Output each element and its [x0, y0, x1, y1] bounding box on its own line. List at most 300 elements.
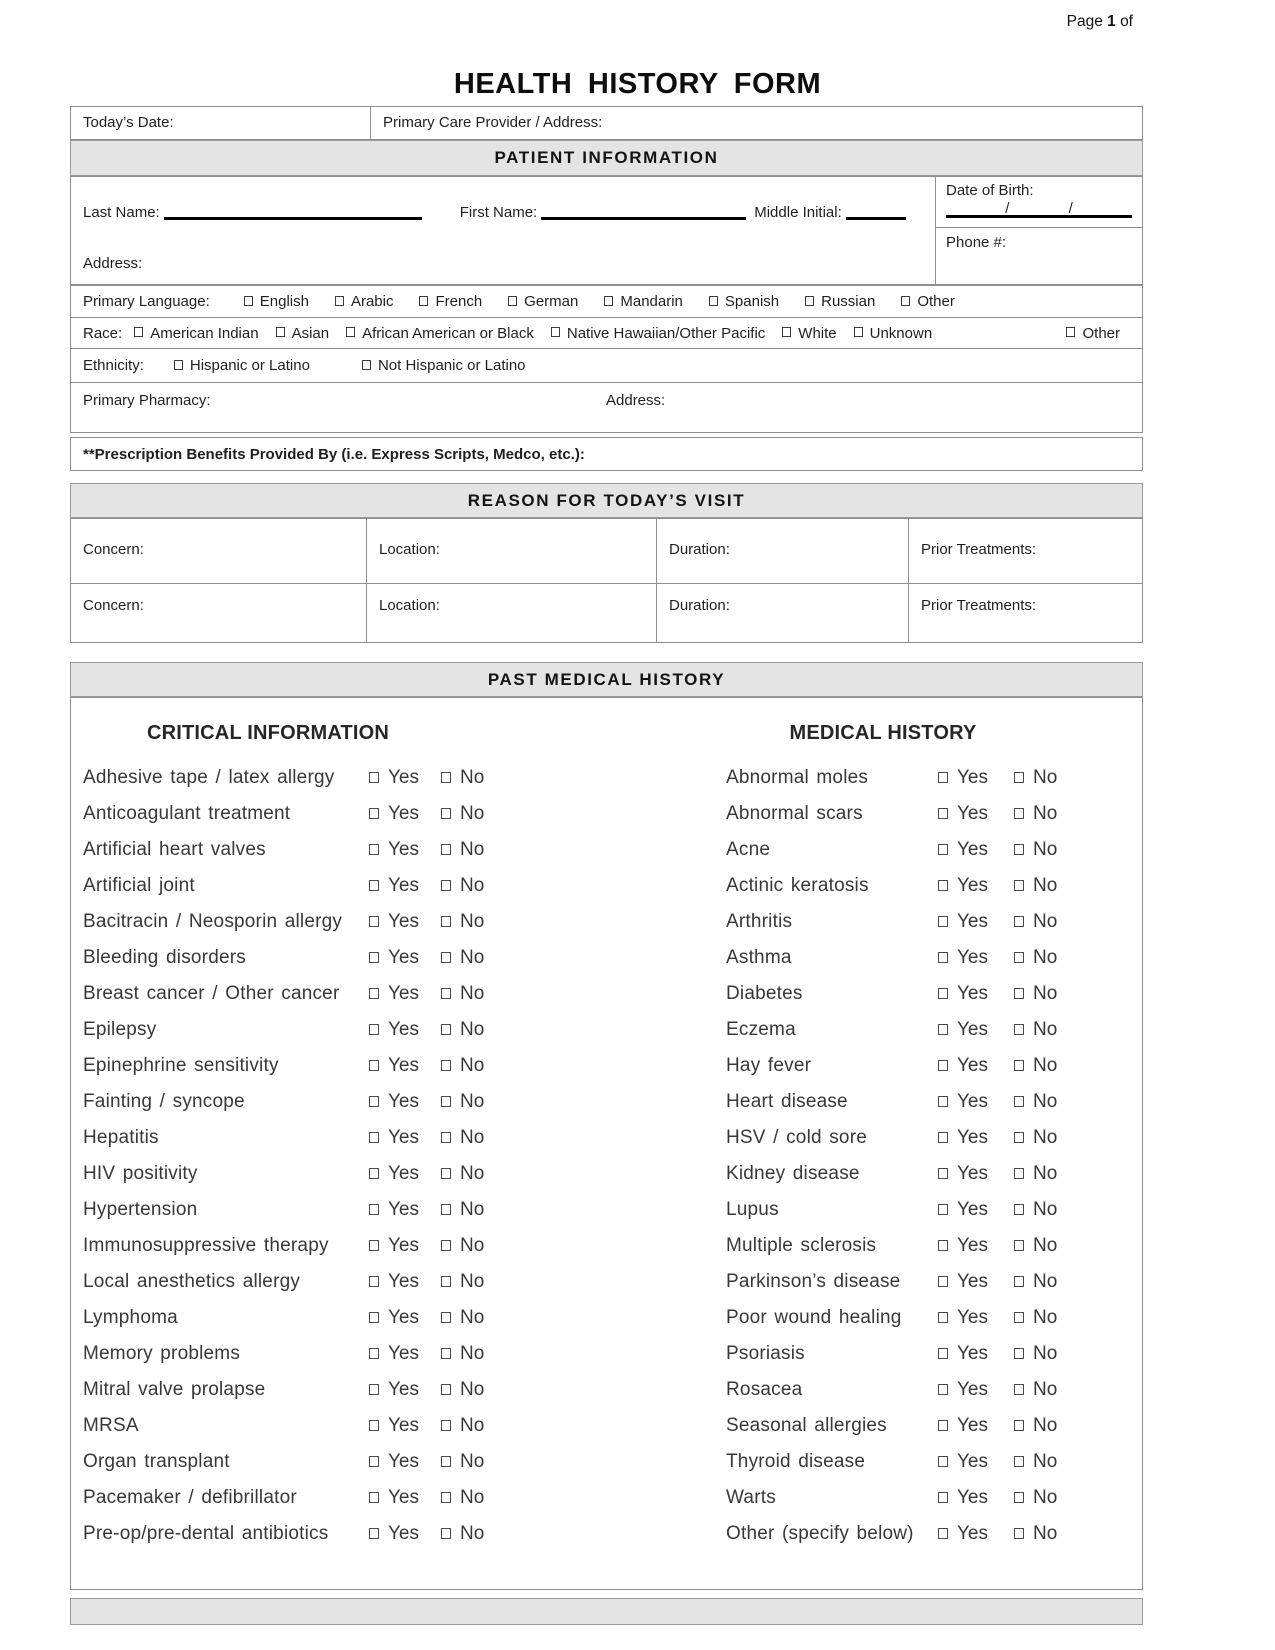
condition-label: Rosacea	[726, 1379, 803, 1400]
checkbox-option-yes[interactable]	[369, 1487, 441, 1509]
condition-label: Seasonal allergies	[726, 1415, 887, 1436]
option-label: No	[1033, 1271, 1058, 1292]
option-label: No	[1033, 803, 1058, 824]
option-label: No	[460, 983, 485, 1004]
option-label: No	[460, 1379, 485, 1400]
medical-history-list	[726, 760, 1138, 1552]
checkbox-icon[interactable]	[938, 1168, 948, 1179]
checkbox-option-yes[interactable]	[938, 911, 1014, 933]
checkbox-icon[interactable]	[441, 1492, 451, 1503]
checkbox-icon[interactable]	[1014, 1456, 1024, 1467]
dob-input[interactable]	[946, 200, 1132, 218]
checkbox-option-not-hispanic-or-latino[interactable]	[362, 357, 526, 374]
checkbox-option-no[interactable]	[1014, 1487, 1138, 1509]
checkbox-icon[interactable]	[441, 988, 451, 999]
todays-date-field[interactable]	[71, 107, 371, 139]
visit-cell-concern[interactable]	[71, 584, 367, 642]
visit-cell-concern[interactable]	[71, 519, 367, 583]
checkbox-option-yes[interactable]	[938, 1091, 1014, 1113]
checkbox-icon[interactable]	[938, 1240, 948, 1251]
checkbox-icon[interactable]	[508, 296, 517, 306]
checkbox-option-yes[interactable]	[369, 1307, 441, 1329]
checkbox-icon[interactable]	[369, 916, 379, 927]
checkbox-icon[interactable]	[551, 327, 560, 337]
checkbox-icon[interactable]	[369, 808, 379, 819]
checkbox-option-arabic[interactable]	[335, 293, 394, 310]
checkbox-icon[interactable]	[441, 1168, 451, 1179]
checkbox-icon[interactable]	[1014, 988, 1024, 999]
checkbox-option-yes[interactable]	[369, 1127, 441, 1149]
history-item-row	[83, 940, 528, 976]
visit-cell-duration[interactable]	[657, 584, 909, 642]
option-label: No	[460, 1271, 485, 1292]
checkbox-option-other[interactable]	[1066, 325, 1120, 342]
checkbox-icon[interactable]	[1014, 1240, 1024, 1251]
checkbox-option-no[interactable]	[1014, 947, 1138, 969]
checkbox-option-yes[interactable]	[369, 1163, 441, 1185]
reason-for-visit-header: REASON FOR TODAY’S VISIT	[70, 483, 1143, 518]
dob-field[interactable]	[936, 177, 1142, 227]
checkbox-option-no[interactable]	[1014, 911, 1138, 933]
checkbox-option-yes[interactable]	[369, 1523, 441, 1545]
history-item-row	[726, 1516, 1138, 1552]
checkbox-icon[interactable]	[1014, 808, 1024, 819]
history-item-row	[726, 976, 1138, 1012]
checkbox-icon[interactable]	[369, 1132, 379, 1143]
checkbox-icon[interactable]	[1014, 916, 1024, 927]
option-label: Yes	[957, 875, 988, 896]
checkbox-option-no[interactable]	[441, 839, 528, 861]
checkbox-option-yes[interactable]	[369, 1271, 441, 1293]
visit-cell-duration[interactable]	[657, 519, 909, 583]
checkbox-icon[interactable]	[346, 327, 355, 337]
checkbox-option-no[interactable]	[441, 1163, 528, 1185]
checkbox-icon[interactable]	[1014, 1060, 1024, 1071]
checkbox-icon[interactable]	[938, 1276, 948, 1287]
checkbox-option-no[interactable]	[1014, 1415, 1138, 1437]
checkbox-option-no[interactable]	[1014, 1055, 1138, 1077]
checkbox-icon[interactable]	[938, 844, 948, 855]
option-label: No	[1033, 1487, 1058, 1508]
first-name-input[interactable]	[541, 206, 746, 220]
checkbox-option-no[interactable]	[1014, 875, 1138, 897]
checkbox-icon[interactable]	[362, 360, 371, 370]
visit-cell-location[interactable]	[367, 584, 657, 642]
option-label: No	[460, 1415, 485, 1436]
checkbox-option-yes[interactable]	[369, 1415, 441, 1437]
checkbox-icon[interactable]	[938, 1492, 948, 1503]
checkbox-option-no[interactable]	[441, 1055, 528, 1077]
checkbox-option-no[interactable]	[441, 1271, 528, 1293]
checkbox-icon[interactable]	[1066, 327, 1075, 337]
primary-pharmacy-field[interactable]: Primary Pharmacy:	[83, 392, 211, 409]
checkbox-option-no[interactable]	[441, 1307, 528, 1329]
checkbox-option-american-indian[interactable]	[134, 325, 258, 342]
patient-information-header: PATIENT INFORMATION	[70, 140, 1143, 176]
checkbox-option-no[interactable]	[1014, 803, 1138, 825]
option-label: Yes	[957, 1379, 988, 1400]
checkbox-icon[interactable]	[369, 1168, 379, 1179]
checkbox-icon[interactable]	[369, 1348, 379, 1359]
checkbox-icon[interactable]	[938, 952, 948, 963]
condition-label: Asthma	[726, 947, 792, 968]
checkbox-option-no[interactable]	[441, 911, 528, 933]
checkbox-icon[interactable]	[441, 916, 451, 927]
option-label: Yes	[957, 1271, 988, 1292]
option-label: No	[460, 1199, 485, 1220]
checkbox-option-yes[interactable]	[938, 1451, 1014, 1473]
checkbox-icon[interactable]	[604, 296, 613, 306]
condition-label: Epilepsy	[83, 1019, 157, 1040]
checkbox-option-yes[interactable]	[938, 875, 1014, 897]
checkbox-option-no[interactable]	[1014, 983, 1138, 1005]
checkbox-icon[interactable]	[369, 1420, 379, 1431]
checkbox-option-no[interactable]	[1014, 1343, 1138, 1365]
history-item-row	[726, 1012, 1138, 1048]
condition-label: Fainting / syncope	[83, 1091, 245, 1112]
checkbox-icon[interactable]	[441, 844, 451, 855]
checkbox-icon[interactable]	[1014, 1348, 1024, 1359]
checkbox-option-no[interactable]	[1014, 1451, 1138, 1473]
history-item-row	[726, 1084, 1138, 1120]
checkbox-icon[interactable]	[369, 1096, 379, 1107]
checkbox-icon[interactable]	[938, 1312, 948, 1323]
condition-label: Hay fever	[726, 1055, 812, 1076]
race-options	[134, 325, 1130, 342]
checkbox-icon[interactable]	[369, 1276, 379, 1287]
checkbox-icon[interactable]	[441, 952, 451, 963]
option-label: No	[1033, 1055, 1058, 1076]
checkbox-icon[interactable]	[938, 988, 948, 999]
visit-cell-label: Duration:	[669, 597, 730, 614]
checkbox-option-yes[interactable]	[369, 1019, 441, 1041]
checkbox-option-yes[interactable]	[369, 767, 441, 789]
checkbox-option-no[interactable]	[441, 1415, 528, 1437]
checkbox-option-no[interactable]	[1014, 1127, 1138, 1149]
checkbox-icon[interactable]	[369, 1312, 379, 1323]
checkbox-icon[interactable]	[369, 1204, 379, 1215]
option-label: Yes	[957, 1451, 988, 1472]
checkbox-option-other[interactable]	[901, 293, 955, 310]
checkbox-option-yes[interactable]	[938, 1163, 1014, 1185]
checkbox-icon[interactable]	[782, 327, 791, 337]
checkbox-icon[interactable]	[938, 772, 948, 783]
checkbox-option-mandarin[interactable]	[604, 293, 683, 310]
checkbox-option-yes[interactable]	[938, 983, 1014, 1005]
checkbox-icon[interactable]	[369, 772, 379, 783]
checkbox-icon[interactable]	[1014, 880, 1024, 891]
checkbox-icon[interactable]	[1014, 1204, 1024, 1215]
option-label: Yes	[957, 1415, 988, 1436]
checkbox-icon[interactable]	[441, 1312, 451, 1323]
condition-label: Abnormal moles	[726, 767, 869, 788]
checkbox-icon[interactable]	[441, 1204, 451, 1215]
checkbox-option-no[interactable]	[1014, 767, 1138, 789]
checkbox-option-no[interactable]	[441, 947, 528, 969]
checkbox-option-yes[interactable]	[369, 1091, 441, 1113]
history-item-row	[726, 1480, 1138, 1516]
option-label: Yes	[388, 1343, 419, 1364]
history-item-row	[726, 796, 1138, 832]
option-label: Asian	[291, 324, 330, 342]
condition-label: MRSA	[83, 1415, 139, 1436]
checkbox-icon[interactable]	[1014, 1132, 1024, 1143]
checkbox-icon[interactable]	[369, 988, 379, 999]
checkbox-icon[interactable]	[854, 327, 863, 337]
checkbox-option-no[interactable]	[1014, 1235, 1138, 1257]
checkbox-icon[interactable]	[441, 1024, 451, 1035]
checkbox-icon[interactable]	[1014, 844, 1024, 855]
option-label: Yes	[957, 1235, 988, 1256]
next-section-header-partial	[70, 1598, 1143, 1625]
checkbox-icon[interactable]	[441, 880, 451, 891]
checkbox-icon[interactable]	[441, 1348, 451, 1359]
checkbox-icon[interactable]	[441, 1060, 451, 1071]
checkbox-option-no[interactable]	[1014, 1019, 1138, 1041]
checkbox-icon[interactable]	[1014, 1528, 1024, 1539]
checkbox-option-yes[interactable]	[938, 1019, 1014, 1041]
middle-initial-input[interactable]	[846, 206, 906, 220]
checkbox-option-yes[interactable]	[938, 767, 1014, 789]
visit-cell-location[interactable]	[367, 519, 657, 583]
checkbox-icon[interactable]	[441, 1420, 451, 1431]
checkbox-icon[interactable]	[369, 880, 379, 891]
checkbox-icon[interactable]	[938, 916, 948, 927]
checkbox-icon[interactable]	[441, 1456, 451, 1467]
checkbox-option-no[interactable]	[441, 1091, 528, 1113]
checkbox-icon[interactable]	[441, 1132, 451, 1143]
checkbox-option-yes[interactable]	[369, 911, 441, 933]
option-label: No	[460, 1235, 485, 1256]
checkbox-icon[interactable]	[174, 360, 183, 370]
checkbox-option-native-hawaiian-other-pacific[interactable]	[551, 325, 765, 342]
condition-label: Breast cancer / Other cancer	[83, 983, 340, 1004]
checkbox-icon[interactable]	[1014, 1384, 1024, 1395]
option-label: Yes	[388, 947, 419, 968]
checkbox-option-yes[interactable]	[369, 803, 441, 825]
checkbox-option-yes[interactable]	[369, 839, 441, 861]
checkbox-option-yes[interactable]	[938, 947, 1014, 969]
checkbox-option-yes[interactable]	[369, 983, 441, 1005]
prescription-benefits-field[interactable]: **Prescription Benefits Provided By (i.e. Express Scripts, Medco, etc.):	[70, 437, 1143, 471]
checkbox-icon[interactable]	[441, 1384, 451, 1395]
checkbox-option-yes[interactable]	[938, 1379, 1014, 1401]
checkbox-option-yes[interactable]	[369, 947, 441, 969]
checkbox-option-no[interactable]	[441, 1379, 528, 1401]
checkbox-icon[interactable]	[1014, 1492, 1024, 1503]
checkbox-icon[interactable]	[134, 327, 143, 337]
checkbox-icon[interactable]	[1014, 1276, 1024, 1287]
checkbox-option-no[interactable]	[441, 875, 528, 897]
checkbox-option-white[interactable]	[782, 325, 836, 342]
condition-label: Organ transplant	[83, 1451, 230, 1472]
option-label: No	[460, 1451, 485, 1472]
patient-name-box	[70, 176, 1143, 285]
checkbox-option-yes[interactable]	[369, 1379, 441, 1401]
checkbox-option-no[interactable]	[1014, 1307, 1138, 1329]
checkbox-icon[interactable]	[938, 1024, 948, 1035]
checkbox-option-asian[interactable]	[276, 325, 330, 342]
checkbox-icon[interactable]	[441, 1528, 451, 1539]
checkbox-icon[interactable]	[938, 1132, 948, 1143]
checkbox-icon[interactable]	[369, 1456, 379, 1467]
history-item-row	[726, 1300, 1138, 1336]
checkbox-option-yes[interactable]	[369, 1055, 441, 1077]
checkbox-icon[interactable]	[369, 844, 379, 855]
pharmacy-address-field[interactable]: Address:	[606, 392, 666, 409]
checkbox-icon[interactable]	[369, 1384, 379, 1395]
option-label: No	[1033, 1199, 1058, 1220]
checkbox-icon[interactable]	[335, 296, 344, 306]
last-name-input[interactable]	[164, 206, 422, 220]
checkbox-option-no[interactable]	[441, 1523, 528, 1545]
checkbox-option-no[interactable]	[1014, 1091, 1138, 1113]
visit-cell-prior-treatments[interactable]	[909, 519, 1142, 583]
checkbox-option-no[interactable]	[441, 983, 528, 1005]
checkbox-icon[interactable]	[441, 808, 451, 819]
checkbox-icon[interactable]	[1014, 1168, 1024, 1179]
option-label: No	[1033, 1343, 1058, 1364]
option-label: No	[1033, 875, 1058, 896]
checkbox-option-yes[interactable]	[938, 803, 1014, 825]
checkbox-option-no[interactable]	[1014, 1523, 1138, 1545]
checkbox-option-no[interactable]	[441, 1235, 528, 1257]
checkbox-option-yes[interactable]	[369, 1199, 441, 1221]
primary-pharmacy-row	[70, 382, 1143, 433]
checkbox-option-yes[interactable]	[938, 1199, 1014, 1221]
condition-label: Parkinson’s disease	[726, 1271, 901, 1292]
checkbox-icon[interactable]	[369, 1528, 379, 1539]
checkbox-option-no[interactable]	[441, 803, 528, 825]
checkbox-option-yes[interactable]	[938, 1271, 1014, 1293]
checkbox-option-yes[interactable]	[369, 1451, 441, 1473]
condition-label: Lymphoma	[83, 1307, 178, 1328]
top-info-row	[70, 106, 1143, 140]
checkbox-option-yes[interactable]	[938, 1127, 1014, 1149]
history-item-row	[83, 1012, 528, 1048]
checkbox-icon[interactable]	[938, 880, 948, 891]
checkbox-icon[interactable]	[938, 1528, 948, 1539]
checkbox-option-no[interactable]	[441, 1451, 528, 1473]
option-label: No	[460, 1487, 485, 1508]
checkbox-option-yes[interactable]	[369, 1235, 441, 1257]
checkbox-icon[interactable]	[1014, 1312, 1024, 1323]
checkbox-icon[interactable]	[441, 772, 451, 783]
primary-care-provider-field[interactable]	[371, 107, 1142, 139]
checkbox-icon[interactable]	[1014, 1024, 1024, 1035]
checkbox-icon[interactable]	[419, 296, 428, 306]
checkbox-icon[interactable]	[938, 1384, 948, 1395]
visit-cell-label: Location:	[379, 541, 440, 558]
checkbox-icon[interactable]	[901, 296, 910, 306]
checkbox-option-no[interactable]	[441, 767, 528, 789]
checkbox-option-no[interactable]	[441, 1487, 528, 1509]
checkbox-option-no[interactable]	[441, 1343, 528, 1365]
option-label: Yes	[388, 1199, 419, 1220]
checkbox-icon[interactable]	[369, 1060, 379, 1071]
checkbox-icon[interactable]	[938, 1060, 948, 1071]
checkbox-option-yes[interactable]	[938, 839, 1014, 861]
checkbox-option-no[interactable]	[1014, 1199, 1138, 1221]
checkbox-icon[interactable]	[369, 952, 379, 963]
checkbox-icon[interactable]	[441, 1240, 451, 1251]
checkbox-icon[interactable]	[244, 296, 253, 306]
option-label: No	[460, 911, 485, 932]
checkbox-option-no[interactable]	[441, 1199, 528, 1221]
checkbox-icon[interactable]	[369, 1240, 379, 1251]
checkbox-icon[interactable]	[1014, 1096, 1024, 1107]
checkbox-option-russian[interactable]	[805, 293, 875, 310]
checkbox-option-yes[interactable]	[938, 1307, 1014, 1329]
history-item-row	[726, 1156, 1138, 1192]
checkbox-option-english[interactable]	[244, 293, 309, 310]
checkbox-option-yes[interactable]	[938, 1055, 1014, 1077]
checkbox-option-no[interactable]	[1014, 839, 1138, 861]
race-row	[70, 317, 1143, 349]
condition-label: Poor wound healing	[726, 1307, 902, 1328]
checkbox-icon[interactable]	[938, 1204, 948, 1215]
history-item-row	[83, 976, 528, 1012]
checkbox-option-unknown[interactable]	[854, 325, 933, 342]
checkbox-option-no[interactable]	[441, 1127, 528, 1149]
checkbox-icon[interactable]	[441, 1276, 451, 1287]
checkbox-option-hispanic-or-latino[interactable]	[174, 357, 310, 374]
checkbox-icon[interactable]	[938, 1096, 948, 1107]
checkbox-icon[interactable]	[938, 1348, 948, 1359]
checkbox-option-french[interactable]	[419, 293, 482, 310]
checkbox-icon[interactable]	[369, 1024, 379, 1035]
checkbox-icon[interactable]	[805, 296, 814, 306]
checkbox-icon[interactable]	[1014, 772, 1024, 783]
checkbox-option-yes[interactable]	[938, 1343, 1014, 1365]
address-field[interactable]	[83, 255, 142, 272]
checkbox-option-spanish[interactable]	[709, 293, 779, 310]
option-label: No	[1033, 1163, 1058, 1184]
checkbox-option-no[interactable]	[441, 1019, 528, 1041]
checkbox-icon[interactable]	[441, 1096, 451, 1107]
checkbox-icon[interactable]	[369, 1492, 379, 1503]
checkbox-option-yes[interactable]	[938, 1523, 1014, 1545]
checkbox-option-yes[interactable]	[938, 1487, 1014, 1509]
checkbox-icon[interactable]	[1014, 1420, 1024, 1431]
option-label: Yes	[388, 803, 419, 824]
visit-cell-prior-treatments[interactable]	[909, 584, 1142, 642]
checkbox-option-yes[interactable]	[938, 1415, 1014, 1437]
checkbox-option-no[interactable]	[1014, 1379, 1138, 1401]
checkbox-icon[interactable]	[1014, 952, 1024, 963]
checkbox-option-yes[interactable]	[938, 1235, 1014, 1257]
phone-field[interactable]	[936, 227, 1142, 257]
option-label: Russian	[821, 293, 876, 310]
checkbox-icon[interactable]	[938, 1420, 948, 1431]
option-label: Hispanic or Latino	[189, 357, 310, 374]
checkbox-option-german[interactable]	[508, 293, 578, 310]
option-label: Yes	[388, 1415, 419, 1436]
checkbox-icon[interactable]	[938, 1456, 948, 1467]
history-item-row	[83, 1084, 528, 1120]
checkbox-option-no[interactable]	[1014, 1271, 1138, 1293]
checkbox-option-yes[interactable]	[369, 1343, 441, 1365]
condition-label: Artificial joint	[83, 875, 195, 896]
checkbox-option-african-american-or-black[interactable]	[346, 325, 534, 342]
checkbox-option-no[interactable]	[1014, 1163, 1138, 1185]
checkbox-icon[interactable]	[938, 808, 948, 819]
checkbox-icon[interactable]	[276, 327, 285, 337]
option-label: No	[1033, 839, 1058, 860]
checkbox-icon[interactable]	[709, 296, 718, 306]
checkbox-option-yes[interactable]	[369, 875, 441, 897]
condition-label: Artificial heart valves	[83, 839, 266, 860]
